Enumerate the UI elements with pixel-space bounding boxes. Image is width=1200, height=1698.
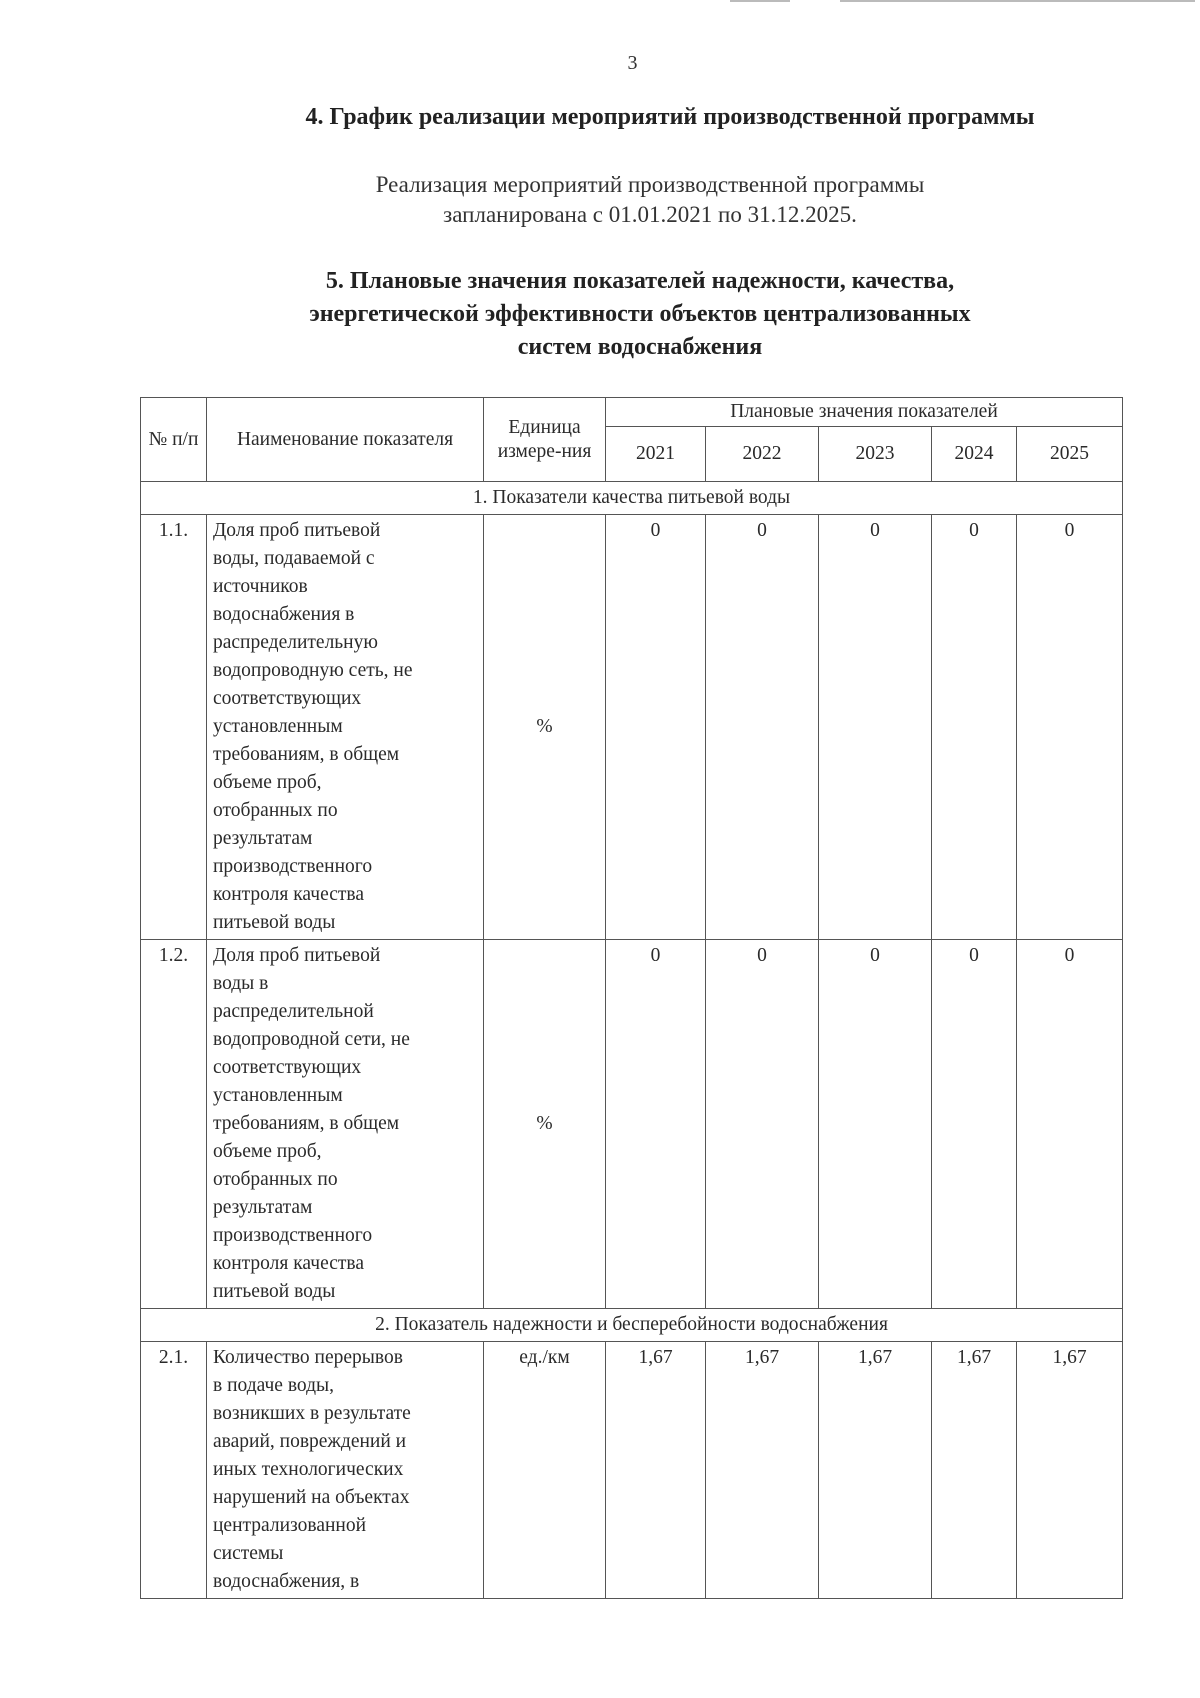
row-value-2023: 0: [819, 940, 932, 1309]
row-name-line: воды, подаваемой с: [213, 548, 375, 569]
row-name-line: контроля качества: [213, 884, 365, 905]
row-name: [207, 515, 484, 940]
row-name-line: иных технологических: [213, 1459, 404, 1480]
row-name-line: водопроводную сеть, не: [213, 660, 413, 681]
header-year-2024: 2024: [932, 427, 1017, 482]
section5-title-line3: систем водоснабжения: [517, 334, 763, 360]
row-value-2022: 1,67: [706, 1342, 819, 1599]
row-value-2022: 0: [706, 515, 819, 940]
row-value-2024: 0: [932, 940, 1017, 1309]
row-name: [207, 940, 484, 1309]
row-name-line: системы: [213, 1543, 284, 1564]
section5-title-line2: энергетической эффективности объектов централизованных: [309, 301, 971, 327]
row-value-2025: 1,67: [1017, 1342, 1123, 1599]
row-name-line: установленным: [213, 1085, 343, 1106]
row-name-line: объеме проб,: [213, 1141, 322, 1162]
row-name-line: возникших в результате: [213, 1403, 411, 1424]
row-name-line: Доля проб питьевой: [213, 520, 381, 541]
row-value-2023: 0: [819, 515, 932, 940]
header-year-2023: 2023: [819, 427, 932, 482]
section4-text: [300, 170, 1000, 230]
row-name-line: аварий, повреждений и: [213, 1431, 407, 1452]
row-num: 1.1.: [141, 515, 207, 940]
row-num: 2.1.: [141, 1342, 207, 1599]
scan-top-rule-right: [840, 0, 1195, 2]
row-name-line: источников: [213, 576, 308, 597]
section-title-2: 2. Показатель надежности и бесперебойности водоснабжения: [141, 1309, 1123, 1342]
row-name-line: объеме проб,: [213, 772, 322, 793]
row-name-line: соответствующих: [213, 1057, 362, 1078]
row-value-2022: 0: [706, 940, 819, 1309]
row-name-line: централизованной: [213, 1515, 367, 1536]
row-name-line: соответствующих: [213, 688, 362, 709]
row-name-line: Доля проб питьевой: [213, 945, 381, 966]
row-name-line: водопроводной сети, не: [213, 1029, 410, 1050]
header-name: Наименование показателя: [207, 398, 484, 482]
row-value-2024: 0: [932, 515, 1017, 940]
row-name-line: водоснабжения в: [213, 604, 355, 625]
header-plan: Плановые значения показателей: [606, 398, 1123, 427]
row-value-2023: 1,67: [819, 1342, 932, 1599]
section-title-1: 1. Показатели качества питьевой воды: [141, 482, 1123, 515]
row-name-line: Количество перерывов: [213, 1347, 403, 1368]
indicators-table: [140, 397, 1123, 1599]
row-unit: ед./км: [484, 1342, 606, 1599]
row-unit: %: [484, 940, 606, 1309]
row-value-2021: 1,67: [606, 1342, 706, 1599]
header-year-2021: 2021: [606, 427, 706, 482]
row-unit: %: [484, 515, 606, 940]
section4-title: 4. График реализации мероприятий производственной программы: [305, 104, 1035, 130]
row-name-line: питьевой воды: [213, 1281, 336, 1302]
row-num: 1.2.: [141, 940, 207, 1309]
header-year-2025: 2025: [1017, 427, 1123, 482]
row-name-line: установленным: [213, 716, 343, 737]
section4-text-line2: запланирована с 01.01.2021 по 31.12.2025.: [443, 202, 857, 227]
row-name-line: воды в: [213, 973, 269, 994]
table-row: [141, 1342, 1123, 1599]
row-name-line: питьевой воды: [213, 912, 336, 933]
header-num: № п/п: [141, 398, 207, 482]
scan-top-rule-left: [730, 0, 790, 2]
row-value-2021: 0: [606, 515, 706, 940]
row-name: [207, 1342, 484, 1599]
section5-title-line1: 5. Плановые значения показателей надежности, качества,: [325, 268, 955, 294]
row-value-2024: 1,67: [932, 1342, 1017, 1599]
header-unit: Единица измере-ния: [484, 398, 606, 482]
page-number: 3: [627, 52, 638, 74]
table-row: [141, 940, 1123, 1309]
section5-title: [230, 265, 1050, 364]
row-value-2025: 0: [1017, 940, 1123, 1309]
row-name-line: отобранных по: [213, 800, 338, 821]
section-row-2: [141, 1309, 1123, 1342]
row-value-2021: 0: [606, 940, 706, 1309]
row-value-2025: 0: [1017, 515, 1123, 940]
row-name-line: производственного: [213, 856, 373, 877]
row-name-line: результатам: [213, 828, 313, 849]
row-name-line: отобранных по: [213, 1169, 338, 1190]
header-year-2022: 2022: [706, 427, 819, 482]
row-name-line: требованиям, в общем: [213, 1113, 400, 1134]
row-name-line: требованиям, в общем: [213, 744, 400, 765]
row-name-line: производственного: [213, 1225, 373, 1246]
row-name-line: результатам: [213, 1197, 313, 1218]
header-row-1: [141, 398, 1123, 427]
row-name-line: распределительной: [213, 1001, 374, 1022]
section-row-1: [141, 482, 1123, 515]
row-name-line: нарушений на объектах: [213, 1487, 410, 1508]
row-name-line: распределительную: [213, 632, 378, 653]
section4-text-line1: Реализация мероприятий производственной программы: [375, 172, 925, 197]
row-name-line: водоснабжения, в: [213, 1571, 360, 1592]
table-row: [141, 515, 1123, 940]
row-name-line: в подаче воды,: [213, 1375, 334, 1396]
row-name-line: контроля качества: [213, 1253, 365, 1274]
